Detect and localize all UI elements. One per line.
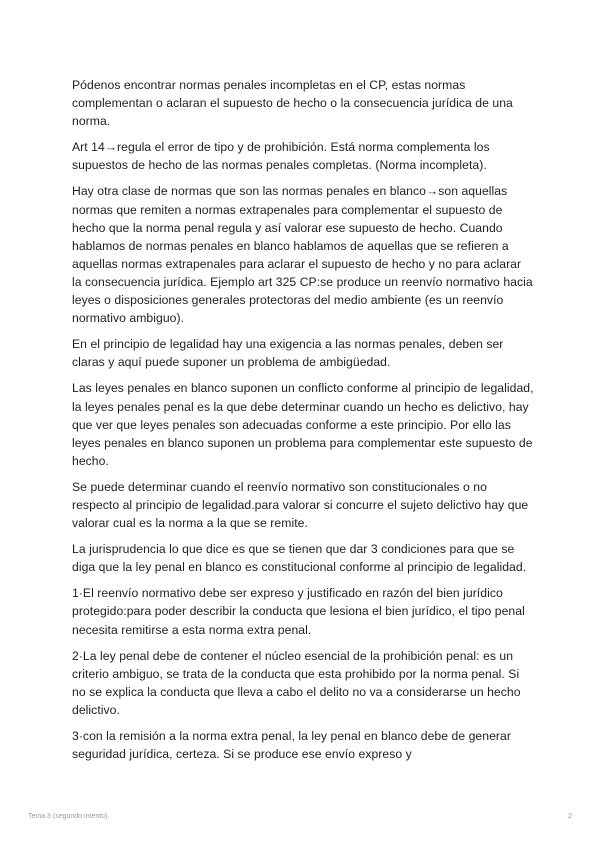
paragraph-jurisprudence: La jurisprudencia lo que dice es que se tienen que dar 3 condiciones para que se diga que la ley penal en blanco es constitucional conforme al principio de legalidad. <box>72 542 527 575</box>
page-body <box>72 76 534 771</box>
paragraph-art-14: Art 14→regula el error de tipo y de prohibición. Está norma complementa los supuestos de hecho de las normas penales completas. (Norma incompleta). <box>72 140 490 173</box>
page-footer <box>28 811 572 823</box>
paragraph-blank-penal-norms: Hay otra clase de normas que son las normas penales en blanco→son aquellas normas que remiten a normas extrapenales para complementar el supuesto de hecho que la norma penal regula y así valorar ese supuesto de hecho. Cuando hablamos de normas penales en blanco hablamos de aquellas que se refieren a aquellas normas extrapenales para aclarar el supuesto de hecho y no para aclarar la consecuencia jurídica. Ejemplo art 325 CP:se produce un reenvío normativo hacia leyes o disposiciones generales protectoras del medio ambiente (es un reenvío normativo ambiguo). <box>72 184 533 326</box>
paragraph-condition-2: 2·La ley penal debe de contener el núcleo esencial de la prohibición penal: es un criterio ambiguo, se trata de la conducta que esta prohibido por la norma penal. Si no se explica la conducta que lleva a cabo el delito no va a considerarse un hecho delictivo. <box>72 648 521 717</box>
paragraph-condition-1: 1·El reenvío normativo debe ser expreso y justificado en razón del bien jurídico protegido:para poder describir la conducta que lesiona el bien jurídico, el tipo penal necesita remitirse a esta norma extra penal. <box>72 586 525 637</box>
paragraph-condition-3: 3·con la remisión a la norma extra penal, la ley penal en blanco debe de generar seguridad jurídica, certeza. Si se produce ese envío expreso y <box>72 729 511 762</box>
paragraph-incomplete-norms: Pódenos encontrar normas penales incompletas en el CP, estas normas complementan o aclaran el supuesto de hecho o la consecuencia jurídica de una norma. <box>72 78 513 129</box>
paragraph-legality-principle: En el principio de legalidad hay una exigencia a las normas penales, deben ser claras y aquí puede suponer un problema de ambigüedad. <box>72 337 504 370</box>
paragraph-legality-conflict: Las leyes penales en blanco suponen un conflicto conforme al principio de legalidad, la leyes penales penal es la que debe determinar cuando un hecho es delictivo, hay que ver que leyes penales son adecuadas conforme a este principio. Por ello las leyes penales en blanco suponen un problema para complementar este supuesto de hecho. <box>72 381 534 468</box>
footer-page-number: 2 <box>568 813 572 820</box>
paragraph-normative-reference: Se puede determinar cuando el reenvío normativo son constitucionales o no respecto al principio de legalidad.para valorar si concurre el sujeto delictivo hay que valorar cual es la norma a la que se remite. <box>72 479 529 531</box>
footer-document-title: Tema 3 (segundo intento). <box>28 813 110 820</box>
